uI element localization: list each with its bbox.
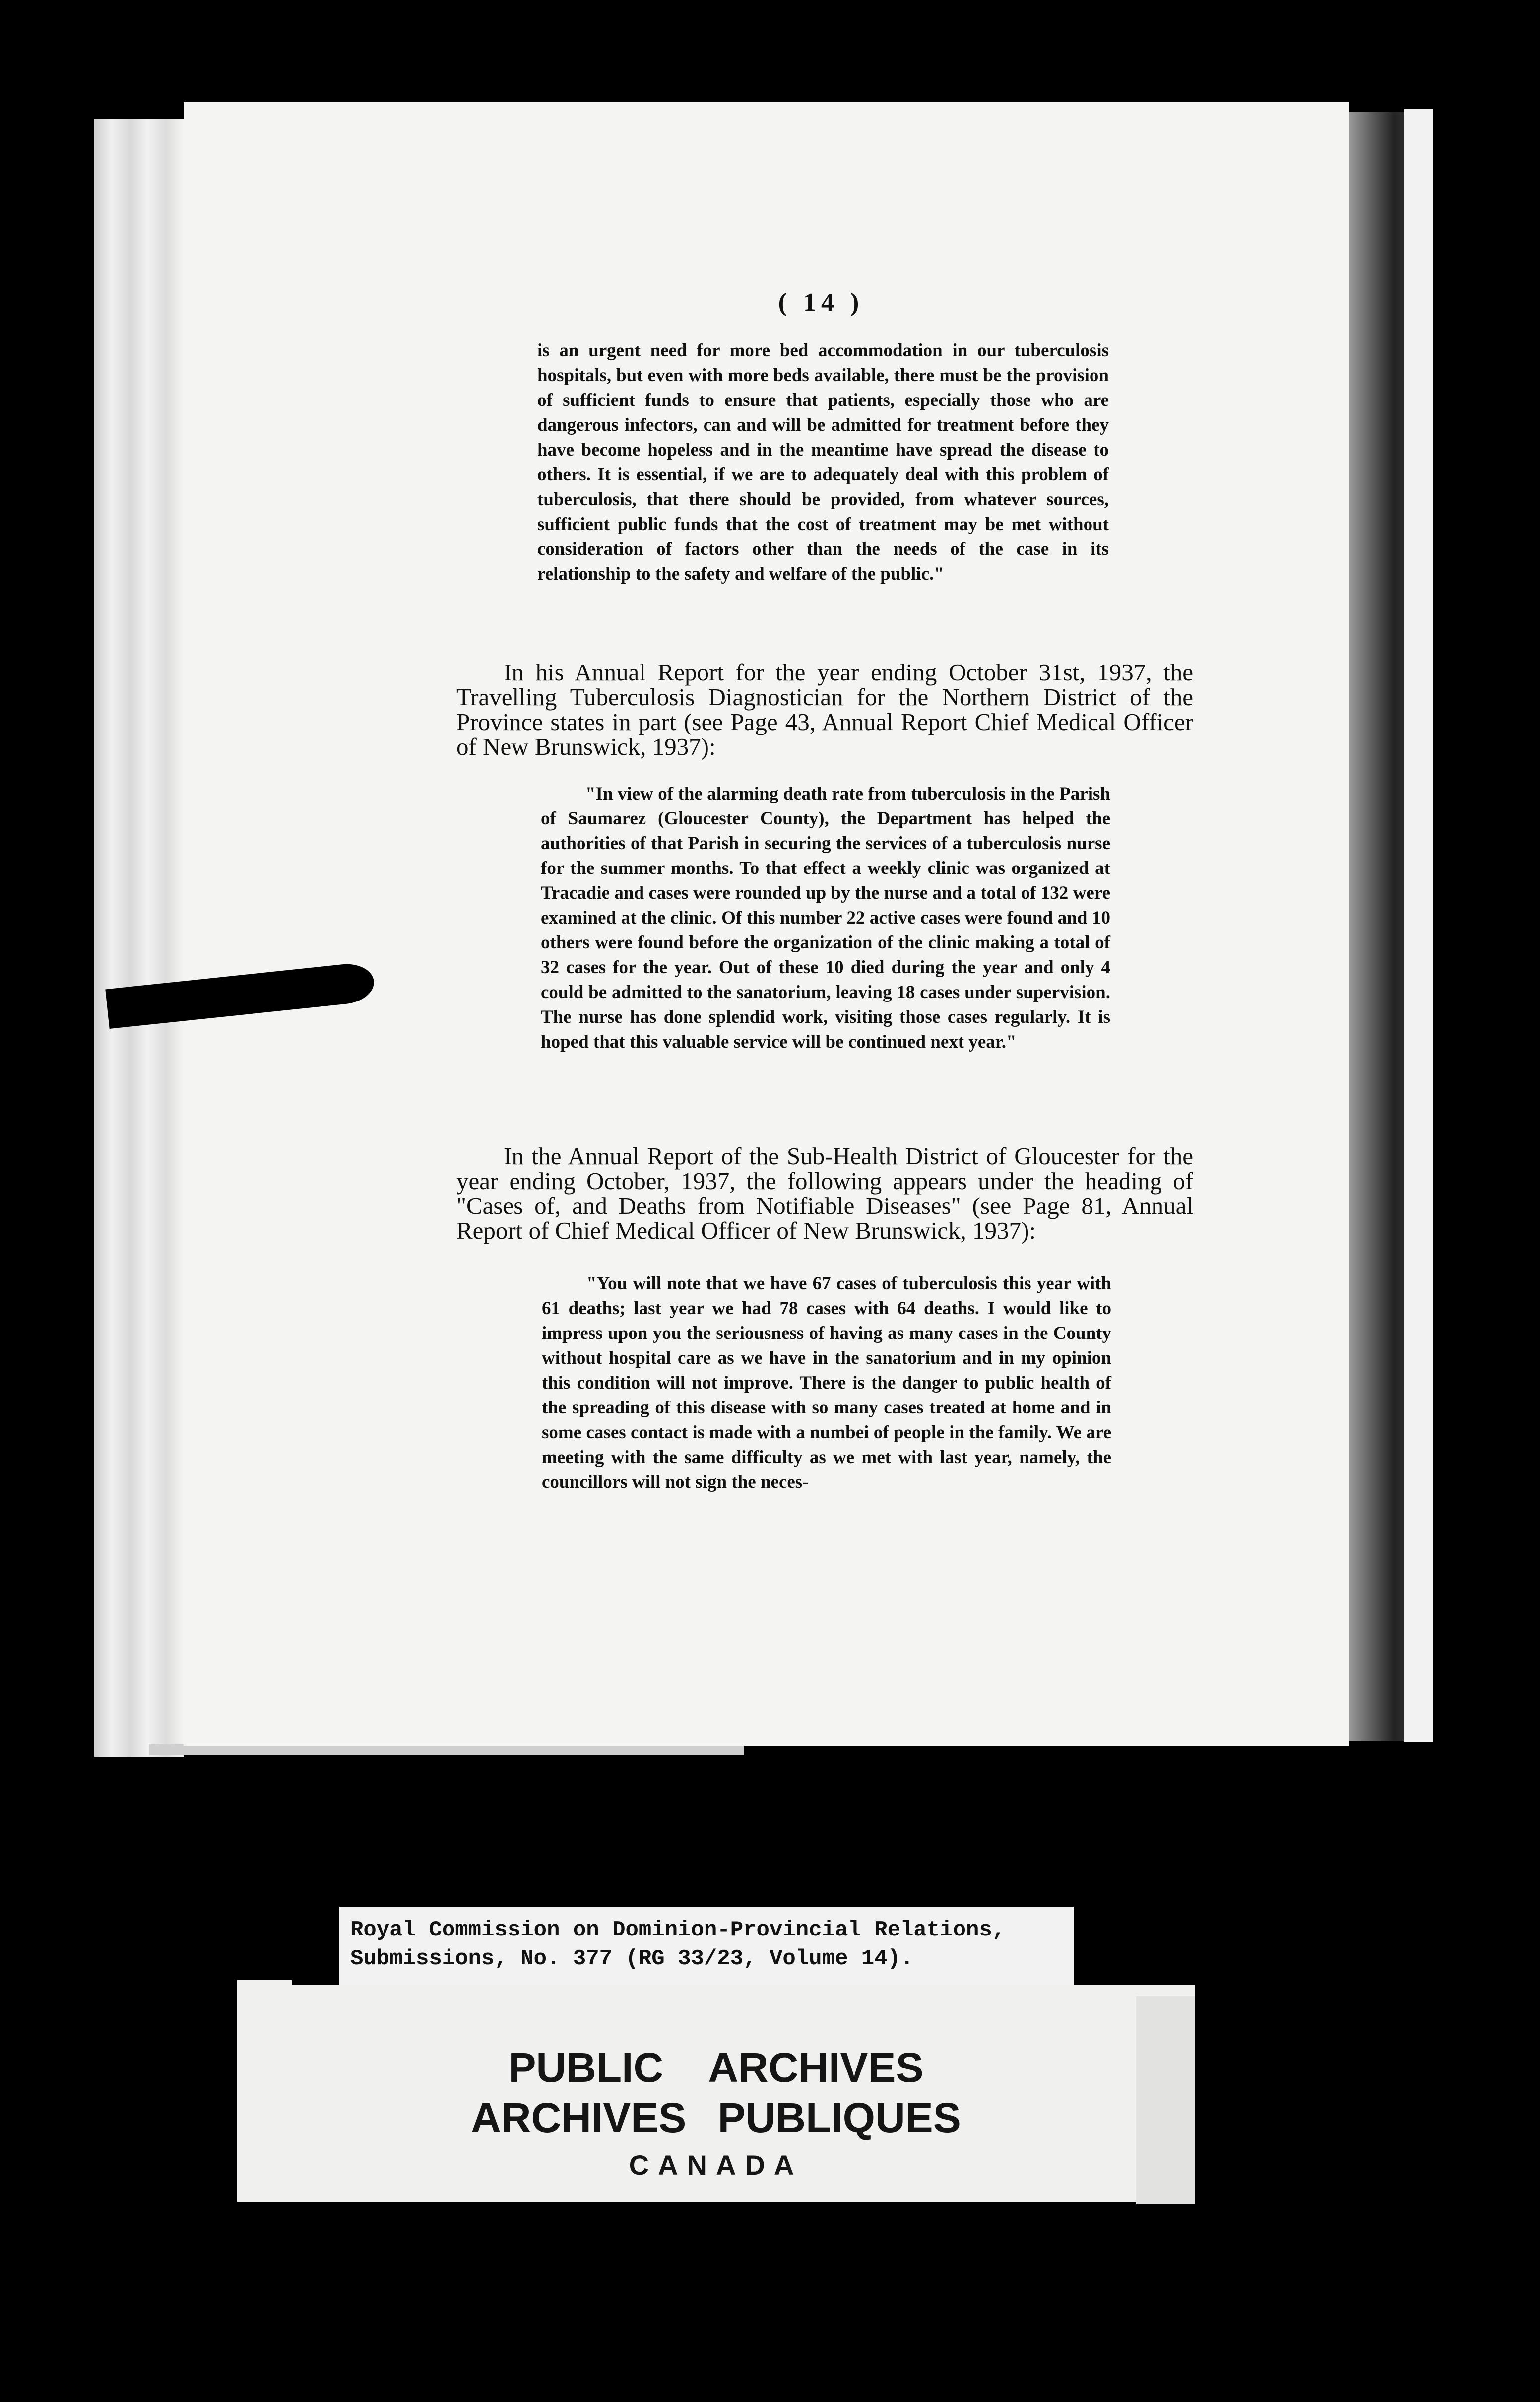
stamp-card-fold bbox=[1136, 1996, 1195, 2204]
page-number: ( 14 ) bbox=[778, 288, 864, 317]
paragraph-1: In his Annual Report for the year ending October 31st, 1937, the Travelling Tuberculosis Diagnostician for the Northern District of the Province states in part (see Page 43, Annual Report Chief Medical Officer of New Brunswick, 1937): bbox=[456, 659, 1193, 760]
stamp-line-public-archives: PUBLIC ARCHIVES bbox=[508, 2044, 924, 2091]
stamp-line-canada: CANADA bbox=[629, 2149, 803, 2181]
page-stack-bottom bbox=[149, 1744, 744, 1755]
paragraph-2: In the Annual Report of the Sub-Health District of Gloucester for the year ending October, 1937, the following appears under the heading of "Cases of, and Deaths from Notifiable Diseases" (see Page 81, Annual Report of Chief Medical Officer of New Brunswick, 1937): bbox=[456, 1142, 1193, 1244]
stamp-line-archives-publiques: ARCHIVES PUBLIQUES bbox=[471, 2094, 961, 2141]
label-line-1: Royal Commission on Dominion-Provincial Relations, bbox=[350, 1918, 1006, 1942]
quote-block-1: is an urgent need for more bed accommodation in our tuberculosis hospitals, but even with more beds available, there must be the provision of sufficient funds to ensure that patients, especially those who are dangerous infectors, can and will be admitted for treatment before they have become hopeless and in the meantime have spread the disease to others. It is essential, if we are to adequately deal with this problem of tuberculosis, that there should be provided, from whatever sources, sufficient public funds that the cost of treatment may be met without consideration of factors other than the needs of the case in its relationship to the safety and welfare of the public." bbox=[537, 340, 1109, 584]
page-stack-edge bbox=[94, 119, 184, 1757]
next-page-edge bbox=[1404, 109, 1433, 1742]
label-line-2: Submissions, No. 377 (RG 33/23, Volume 14). bbox=[350, 1946, 914, 1971]
quote-block-2: "In view of the alarming death rate from tuberculosis in the Parish of Saumarez (Gloucester County), the Department has helped the authorities of that Parish in securing the services of a tuberculosis nurse for the summer months. To that effect a weekly clinic was organized at Tracadie and cases were rounded up by the nurse and a total of 132 were examined at the clinic. Of this number 22 active cases were found and 10 others were found before the organization of the clinic making a total of 32 cases for the year. Out of these 10 died during the year and only 4 could be admitted to the sanatorium, leaving 18 cases under supervision. The nurse has done splendid work, visiting those cases regularly. It is hoped that this valuable service will be continued next year." bbox=[541, 784, 1110, 1052]
archive-reference-label bbox=[339, 1907, 1074, 1986]
archives-stamp-card bbox=[237, 1985, 1195, 2202]
quote-block-3: "You will note that we have 67 cases of tuberculosis this year with 61 deaths; last year we had 78 cases with 64 deaths. I would like to impress upon you the seriousness of having as many cases in the County without hospital care as we have in the sanatorium and in my opinion this condition will not improve. There is the danger to public health of the spreading of this disease with so many cases treated at home and in some cases contact is made with a numbei of people in the family. We are meeting with the same difficulty as we met with last year, namely, the councillors will not sign the neces- bbox=[542, 1273, 1111, 1492]
